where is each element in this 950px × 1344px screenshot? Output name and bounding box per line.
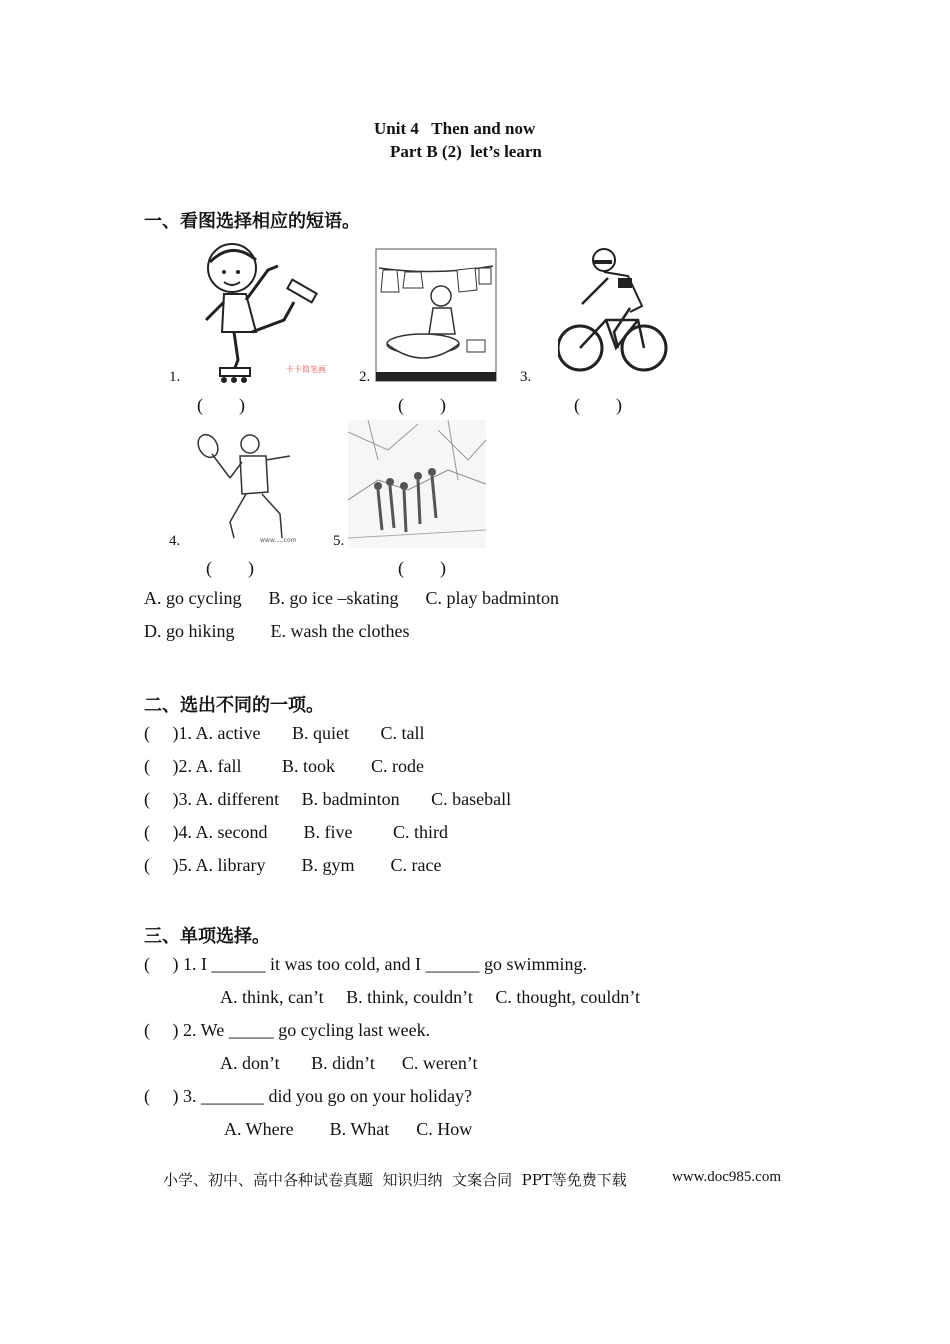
item-3-number: 3. <box>520 369 532 385</box>
options-line-2: D. go hiking E. wash the clothes <box>144 621 410 641</box>
item-4-answer-blank[interactable]: ( ) <box>206 558 254 578</box>
odd-one-out-question: ( )2. A. fall B. took C. rode <box>144 756 424 776</box>
badminton-player-icon <box>194 430 298 546</box>
item-5-answer-blank[interactable]: ( ) <box>398 558 446 578</box>
page-title: Unit 4 Then and now <box>374 119 536 138</box>
odd-one-out-question: ( )1. A. active B. quiet C. tall <box>144 723 425 743</box>
odd-one-out-question: ( )5. A. library B. gym C. race <box>144 855 442 875</box>
choice-question-stem: ( ) 2. We _____ go cycling last week. <box>144 1020 431 1040</box>
odd-one-out-question: ( )3. A. different B. badminton C. baseball <box>144 789 512 809</box>
washing-clothes-icon <box>375 248 497 382</box>
choice-question-stem: ( ) 1. I ______ it was too cold, and I ______ go swimming. <box>144 954 587 974</box>
svg-text:www.....com: www.....com <box>260 537 297 544</box>
roller-skater-icon <box>194 240 334 385</box>
options-line-1: A. go cycling B. go ice –skating C. play badminton <box>144 588 559 608</box>
item-4-number: 4. <box>169 533 181 549</box>
section-1-heading: 一、看图选择相应的短语。 <box>144 211 360 232</box>
item-2-answer-blank[interactable]: ( ) <box>398 395 446 415</box>
choice-question-stem: ( ) 3. _______ did you go on your holiday? <box>144 1086 472 1106</box>
cyclist-icon <box>558 246 670 378</box>
item-2-number: 2. <box>359 369 371 385</box>
choice-question-options: A. think, can’t B. think, couldn’t C. thought, couldn’t <box>220 987 640 1007</box>
footer-link[interactable]: www.doc985.com <box>672 1169 782 1185</box>
svg-text:卡卡简笔画: 卡卡简笔画 <box>286 365 326 374</box>
choice-question-options: A. don’t B. didn’t C. weren’t <box>220 1053 478 1073</box>
footer-text: 小学、初中、高中各种试卷真题 知识归纳 文案合同 PPT等免费下载 <box>163 1171 627 1189</box>
hikers-icon <box>348 420 486 548</box>
section-2-heading: 二、选出不同的一项。 <box>144 695 324 716</box>
item-1-number: 1. <box>169 369 181 385</box>
item-1-answer-blank[interactable]: ( ) <box>197 395 245 415</box>
section-3-heading: 三、单项选择。 <box>144 926 270 947</box>
choice-question-options: A. Where B. What C. How <box>224 1119 473 1139</box>
odd-one-out-question: ( )4. A. second B. five C. third <box>144 822 448 842</box>
item-3-answer-blank[interactable]: ( ) <box>574 395 622 415</box>
page-subtitle: Part B (2) let’s learn <box>390 142 542 161</box>
item-5-number: 5. <box>333 533 345 549</box>
